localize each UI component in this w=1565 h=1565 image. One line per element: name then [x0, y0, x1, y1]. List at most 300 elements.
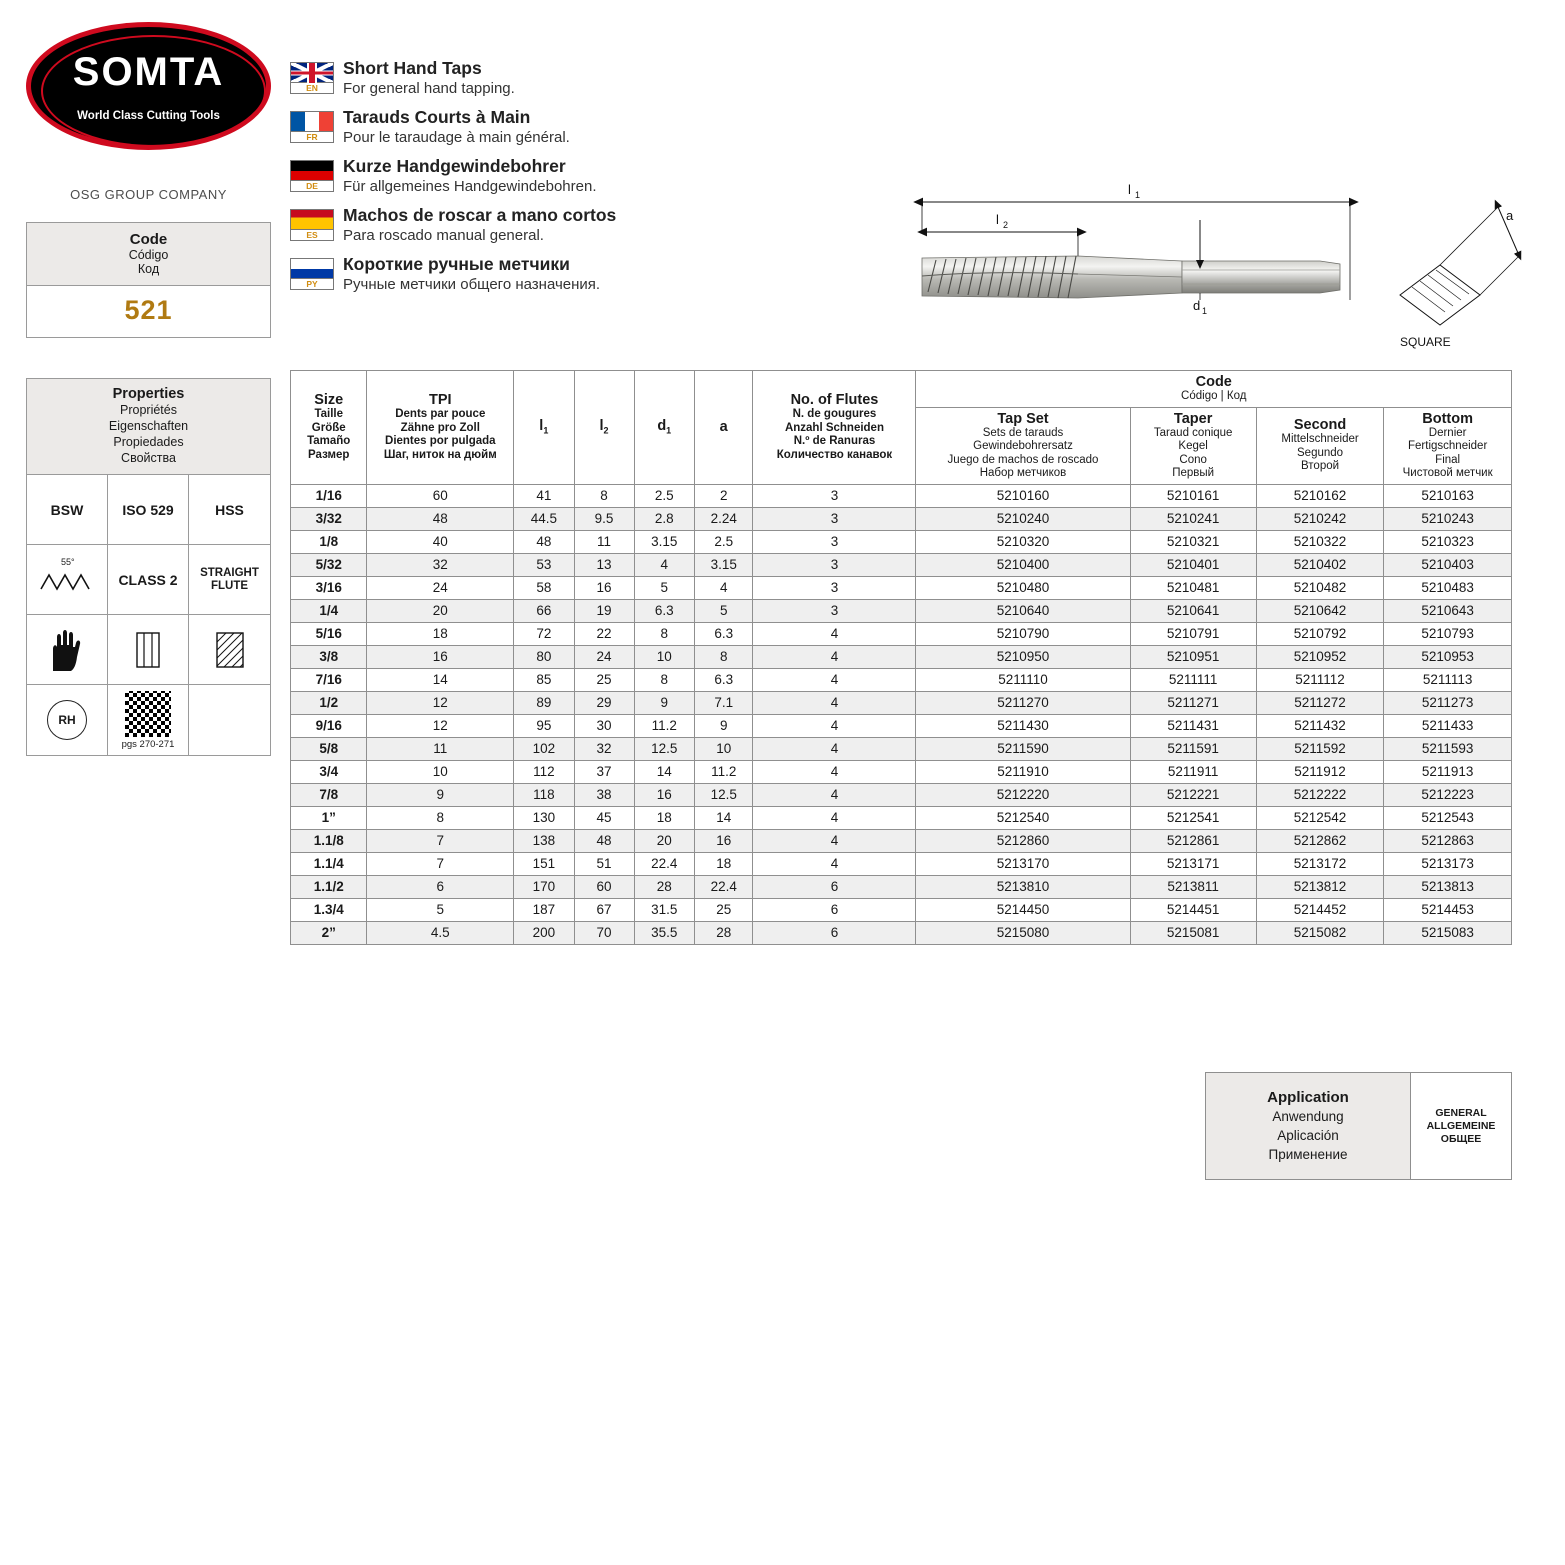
application-box: [1205, 1072, 1512, 1180]
language-row-es: [290, 205, 720, 246]
cell-tpi: 16: [367, 645, 514, 668]
property-class-label: CLASS 2: [118, 571, 178, 588]
property-hand-direction: [27, 685, 108, 755]
svg-text:l: l: [1128, 182, 1131, 197]
cell-bottom: 5215083: [1384, 921, 1512, 944]
thread-profile-icon: [39, 569, 95, 591]
col-taper-fr: Taraud conique: [1153, 426, 1233, 439]
cell-l2: 30: [574, 714, 634, 737]
col-second-ru: Второй: [1301, 460, 1340, 473]
title-ru: Короткие ручные метчики: [343, 254, 570, 274]
specification-table: [290, 370, 1512, 945]
cell-tpi: 7: [367, 852, 514, 875]
cell-bottom: 5211593: [1384, 737, 1512, 760]
properties-title-es: Propiedades: [113, 435, 184, 449]
col-flutes-de: Anzahl Schneiden: [784, 421, 884, 434]
cell-size: 1/8: [291, 530, 367, 553]
cell-a: 7.1: [694, 691, 753, 714]
flag-code-de: DE: [291, 180, 333, 191]
cell-tpi: 14: [367, 668, 514, 691]
cell-flutes: 4: [753, 668, 916, 691]
flag-germany-icon: [290, 160, 334, 192]
col-taper-en: Taper: [1173, 410, 1213, 427]
cell-flutes: 4: [753, 806, 916, 829]
properties-header: [27, 379, 270, 475]
cell-tapset: 5210240: [916, 507, 1130, 530]
cell-tpi: 32: [367, 553, 514, 576]
table-row: [291, 691, 1512, 714]
cell-l2: 22: [574, 622, 634, 645]
cell-flutes: 6: [753, 875, 916, 898]
cell-tapset: 5211430: [916, 714, 1130, 737]
cell-d1: 2.8: [634, 507, 694, 530]
col-tpi-ru: Шаг, ниток на дюйм: [383, 448, 497, 461]
flag-code-es: ES: [291, 229, 333, 240]
cell-second: 5211432: [1256, 714, 1384, 737]
cell-tapset: 5210320: [916, 530, 1130, 553]
table-row: [291, 875, 1512, 898]
cell-bottom: 5212863: [1384, 829, 1512, 852]
cell-d1: 18: [634, 806, 694, 829]
cell-tapset: 5211110: [916, 668, 1130, 691]
cell-flutes: 4: [753, 829, 916, 852]
application-title-ru: Применение: [1268, 1147, 1348, 1162]
cell-a: 5: [694, 599, 753, 622]
cell-l2: 19: [574, 599, 634, 622]
language-row-en: [290, 58, 720, 99]
col-second-es: Segundo: [1297, 446, 1344, 459]
col-size-fr: Taille: [314, 408, 343, 421]
property-material-label: HSS: [215, 501, 244, 518]
logo-tagline: World Class Cutting Tools: [77, 110, 220, 122]
cell-d1: 2.5: [634, 484, 694, 507]
cell-a: 9: [694, 714, 753, 737]
cell-flutes: 6: [753, 898, 916, 921]
table-row: [291, 829, 1512, 852]
cell-d1: 8: [634, 668, 694, 691]
cell-size: 1”: [291, 806, 367, 829]
cell-a: 16: [694, 829, 753, 852]
svg-text:d: d: [1193, 298, 1201, 313]
property-qr: [108, 685, 189, 755]
table-head: [291, 371, 1512, 485]
cell-tapset: 5215080: [916, 921, 1130, 944]
cell-second: 5213812: [1256, 875, 1384, 898]
cell-size: 1.3/4: [291, 898, 367, 921]
qr-caption: pgs 270-271: [121, 738, 175, 750]
tap-diagram-svg: [900, 160, 1540, 360]
cell-tpi: 18: [367, 622, 514, 645]
cell-d1: 22.4: [634, 852, 694, 875]
cell-flutes: 3: [753, 553, 916, 576]
application-title-es: Aplicación: [1277, 1128, 1339, 1143]
cell-l2: 51: [574, 852, 634, 875]
cell-l1: 58: [514, 576, 574, 599]
cell-d1: 8: [634, 622, 694, 645]
cell-flutes: 3: [753, 507, 916, 530]
cell-size: 1/16: [291, 484, 367, 507]
cell-size: 7/8: [291, 783, 367, 806]
cell-tapset: 5210640: [916, 599, 1130, 622]
cell-bottom: 5212543: [1384, 806, 1512, 829]
cell-taper: 5211591: [1130, 737, 1256, 760]
cell-tapset: 5210480: [916, 576, 1130, 599]
col-l2: $l_2$: [574, 371, 634, 485]
cell-l1: 187: [514, 898, 574, 921]
cell-taper: 5215081: [1130, 921, 1256, 944]
cell-tapset: 5212540: [916, 806, 1130, 829]
table-row: [291, 760, 1512, 783]
table-row: [291, 898, 1512, 921]
cell-d1: 3.15: [634, 530, 694, 553]
col-code-group-en: Code: [1195, 374, 1232, 390]
cell-d1: 6.3: [634, 599, 694, 622]
cell-l2: 48: [574, 829, 634, 852]
cell-a: 10: [694, 737, 753, 760]
language-row-fr: [290, 107, 720, 148]
col-tapset: [916, 407, 1130, 484]
cell-tapset: 5210950: [916, 645, 1130, 668]
col-flutes-es: N.º de Ranuras: [793, 435, 876, 448]
title-fr: Tarauds Courts à Main: [343, 107, 531, 127]
col-tpi: [367, 371, 514, 485]
desc-ru: Ручные метчики общего назначения.: [343, 276, 601, 293]
properties-title-de: Eigenschaften: [108, 419, 189, 433]
cell-taper: 5210641: [1130, 599, 1256, 622]
table-row: [291, 921, 1512, 944]
flag-france-icon: [290, 111, 334, 143]
flag-spain-icon: [290, 209, 334, 241]
cell-second: 5215082: [1256, 921, 1384, 944]
property-flute: [189, 545, 270, 615]
cell-tpi: 48: [367, 507, 514, 530]
application-value-de: ALLGEMEINE: [1426, 1119, 1496, 1132]
col-flutes-en: No. of Flutes: [790, 392, 879, 409]
property-iso-label: ISO 529: [122, 501, 174, 518]
cell-second: 5210642: [1256, 599, 1384, 622]
col-second-de: Mittelschneider: [1281, 433, 1359, 446]
cell-a: 14: [694, 806, 753, 829]
col-tapset-en: Tap Set: [997, 410, 1049, 427]
cell-tapset: 5211270: [916, 691, 1130, 714]
cell-size: 7/16: [291, 668, 367, 691]
cell-size: 3/16: [291, 576, 367, 599]
table-row: [291, 530, 1512, 553]
svg-text:a: a: [1506, 208, 1514, 223]
cell-tpi: 5: [367, 898, 514, 921]
properties-title-fr: Propriétés: [120, 403, 177, 417]
cell-flutes: 4: [753, 760, 916, 783]
cell-l1: 66: [514, 599, 574, 622]
cell-bottom: 5211913: [1384, 760, 1512, 783]
col-bottom-en: Bottom: [1422, 410, 1474, 427]
col-tapset-ru: Набор метчиков: [979, 467, 1067, 479]
cell-tpi: 7: [367, 829, 514, 852]
cell-size: 5/32: [291, 553, 367, 576]
table-row: [291, 783, 1512, 806]
table-body: [291, 484, 1512, 944]
cell-size: 3/4: [291, 760, 367, 783]
cell-l1: 151: [514, 852, 574, 875]
language-row-de: [290, 156, 720, 197]
cell-l2: 37: [574, 760, 634, 783]
cell-taper: 5210321: [1130, 530, 1256, 553]
cell-a: 2.5: [694, 530, 753, 553]
property-material: [189, 475, 270, 545]
col-taper-de: Kegel: [1178, 440, 1208, 452]
col-size-en: Size: [314, 392, 344, 409]
cell-l1: 112: [514, 760, 574, 783]
cell-l1: 48: [514, 530, 574, 553]
cell-taper: 5210241: [1130, 507, 1256, 530]
cell-a: 6.3: [694, 668, 753, 691]
desc-en: For general hand tapping.: [343, 80, 515, 97]
cell-d1: 31.5: [634, 898, 694, 921]
col-bottom-ru: Чистовой метчик: [1402, 467, 1493, 479]
flag-code-ru: PY: [291, 278, 333, 289]
svg-text:1: 1: [1202, 306, 1208, 316]
col-tpi-es: Dientes por pulgada: [385, 435, 496, 448]
cell-second: 5210242: [1256, 507, 1384, 530]
col-flutes-ru: Количество канавок: [776, 448, 893, 461]
col-second: [1256, 407, 1384, 484]
cell-l2: 60: [574, 875, 634, 898]
cell-tapset: 5212220: [916, 783, 1130, 806]
cell-l1: 118: [514, 783, 574, 806]
cell-size: 3/32: [291, 507, 367, 530]
glove-icon: [43, 627, 91, 673]
cell-tapset: 5213810: [916, 875, 1130, 898]
table-row: [291, 645, 1512, 668]
properties-title-ru: Свойства: [121, 451, 176, 465]
cell-tapset: 5211910: [916, 760, 1130, 783]
table-row: [291, 852, 1512, 875]
col-size-es: Tamaño: [307, 435, 351, 448]
flag-code-en: EN: [291, 82, 333, 93]
cell-taper: 5210401: [1130, 553, 1256, 576]
col-bottom: [1384, 407, 1512, 484]
title-en: Short Hand Taps: [343, 58, 482, 78]
table-row: [291, 507, 1512, 530]
cell-tpi: 4.5: [367, 921, 514, 944]
table-row: [291, 576, 1512, 599]
cell-d1: 4: [634, 553, 694, 576]
cell-flutes: 3: [753, 576, 916, 599]
cell-flutes: 4: [753, 691, 916, 714]
cell-bottom: 5211113: [1384, 668, 1512, 691]
col-d1: $d_1$: [634, 371, 694, 485]
application-title-de: Anwendung: [1272, 1109, 1344, 1124]
col-tpi-fr: Dents par pouce: [395, 408, 486, 421]
cell-l1: 102: [514, 737, 574, 760]
property-standard: [27, 475, 108, 545]
cell-second: 5212542: [1256, 806, 1384, 829]
cell-tpi: 12: [367, 691, 514, 714]
properties-box: [26, 378, 271, 756]
cell-l2: 45: [574, 806, 634, 829]
cell-bottom: 5210793: [1384, 622, 1512, 645]
cell-l1: 138: [514, 829, 574, 852]
col-size-de: Größe: [311, 421, 346, 434]
table-row: [291, 599, 1512, 622]
col-taper: [1130, 407, 1256, 484]
cell-flutes: 3: [753, 484, 916, 507]
cell-bottom: 5210323: [1384, 530, 1512, 553]
col-l1: $l_1$: [514, 371, 574, 485]
cell-d1: 16: [634, 783, 694, 806]
cell-tapset: 5211590: [916, 737, 1130, 760]
table-header-row-1: [291, 371, 1512, 408]
cell-l2: 8: [574, 484, 634, 507]
table-row: [291, 553, 1512, 576]
cell-a: 11.2: [694, 760, 753, 783]
cell-second: 5212222: [1256, 783, 1384, 806]
cell-tpi: 6: [367, 875, 514, 898]
col-flutes-fr: N. de gougures: [792, 408, 877, 421]
cell-l1: 80: [514, 645, 574, 668]
cell-l2: 70: [574, 921, 634, 944]
cell-taper: 5213811: [1130, 875, 1256, 898]
cell-second: 5211112: [1256, 668, 1384, 691]
cell-tpi: 40: [367, 530, 514, 553]
cell-d1: 9: [634, 691, 694, 714]
properties-title-en: Properties: [112, 386, 185, 402]
property-class: [108, 545, 189, 615]
qr-code-icon[interactable]: [125, 691, 171, 737]
property-iso: [108, 475, 189, 545]
table-row: [291, 668, 1512, 691]
code-box-header: [27, 223, 270, 286]
cell-d1: 12.5: [634, 737, 694, 760]
cell-bottom: 5212223: [1384, 783, 1512, 806]
col-tpi-en: TPI: [429, 392, 452, 409]
desc-fr: Pour le taraudage à main général.: [343, 129, 570, 146]
cell-taper: 5212221: [1130, 783, 1256, 806]
cell-flutes: 6: [753, 921, 916, 944]
flag-code-fr: FR: [291, 131, 333, 142]
cell-a: 3.15: [694, 553, 753, 576]
cell-tpi: 20: [367, 599, 514, 622]
cell-second: 5210792: [1256, 622, 1384, 645]
cell-d1: 20: [634, 829, 694, 852]
cell-taper: 5211111: [1130, 668, 1256, 691]
col-tpi-de: Zähne pro Zoll: [400, 421, 480, 434]
cell-tpi: 11: [367, 737, 514, 760]
right-hand-icon: [47, 700, 87, 740]
cell-bottom: 5210403: [1384, 553, 1512, 576]
flag-russia-icon: [290, 258, 334, 290]
cell-d1: 11.2: [634, 714, 694, 737]
col-size-ru: Размер: [308, 448, 350, 461]
cell-a: 18: [694, 852, 753, 875]
cell-d1: 14: [634, 760, 694, 783]
logo-brand-text: SOMTA: [72, 50, 225, 94]
cell-bottom: 5210243: [1384, 507, 1512, 530]
cell-second: 5210322: [1256, 530, 1384, 553]
property-flute-label: STRAIGHT FLUTE: [200, 566, 259, 592]
cell-second: 5210162: [1256, 484, 1384, 507]
col-code-group-es: Código | Код: [1181, 390, 1247, 402]
cell-l2: 32: [574, 737, 634, 760]
cell-taper: 5211271: [1130, 691, 1256, 714]
cell-l2: 67: [574, 898, 634, 921]
cell-flutes: 4: [753, 714, 916, 737]
cell-d1: 28: [634, 875, 694, 898]
cell-size: 3/8: [291, 645, 367, 668]
cell-second: 5210952: [1256, 645, 1384, 668]
cell-flutes: 4: [753, 783, 916, 806]
col-bottom-de: Fertigschneider: [1408, 440, 1488, 452]
cell-bottom: 5213173: [1384, 852, 1512, 875]
col-second-en: Second: [1293, 417, 1347, 434]
cell-taper: 5212861: [1130, 829, 1256, 852]
col-bottom-fr: Dernier: [1428, 426, 1467, 439]
cell-taper: 5210481: [1130, 576, 1256, 599]
cell-l2: 38: [574, 783, 634, 806]
cell-a: 2.24: [694, 507, 753, 530]
table-row: [291, 806, 1512, 829]
application-value: [1411, 1073, 1511, 1179]
cell-tpi: 60: [367, 484, 514, 507]
cell-a: 28: [694, 921, 753, 944]
cell-a: 8: [694, 645, 753, 668]
title-de: Kurze Handgewindebohrer: [343, 156, 566, 176]
cell-flutes: 4: [753, 622, 916, 645]
desc-de: Für allgemeines Handgewindebohren.: [343, 178, 597, 195]
code-label-ru: Код: [137, 262, 160, 276]
cell-tpi: 10: [367, 760, 514, 783]
cell-l1: 130: [514, 806, 574, 829]
cell-size: 1.1/8: [291, 829, 367, 852]
blind-hole-icon: [213, 630, 247, 670]
col-size: [291, 371, 367, 485]
cell-a: 2: [694, 484, 753, 507]
language-descriptions: [290, 58, 720, 303]
cell-tapset: 5212860: [916, 829, 1130, 852]
cell-a: 25: [694, 898, 753, 921]
cell-l1: 170: [514, 875, 574, 898]
svg-text:l: l: [996, 212, 999, 227]
cell-flutes: 3: [753, 530, 916, 553]
cell-size: 5/16: [291, 622, 367, 645]
application-value-ru: ОБЩЕЕ: [1440, 1132, 1482, 1145]
table-row: [291, 714, 1512, 737]
property-standard-label: BSW: [50, 501, 84, 518]
cell-tpi: 12: [367, 714, 514, 737]
cell-second: 5211592: [1256, 737, 1384, 760]
property-hole-blind: [189, 615, 270, 685]
cell-size: 1/2: [291, 691, 367, 714]
cell-bottom: 5211433: [1384, 714, 1512, 737]
cell-second: 5211912: [1256, 760, 1384, 783]
title-es: Machos de roscar a mano cortos: [343, 205, 617, 225]
cell-taper: 5210791: [1130, 622, 1256, 645]
col-tapset-es: Juego de machos de roscado: [947, 453, 1099, 466]
cell-a: 6.3: [694, 622, 753, 645]
property-hole-through: [108, 615, 189, 685]
cell-size: 1.1/2: [291, 875, 367, 898]
cell-l1: 53: [514, 553, 574, 576]
application-title-en: Application: [1267, 1089, 1349, 1106]
cell-l2: 11: [574, 530, 634, 553]
cell-l1: 89: [514, 691, 574, 714]
cell-flutes: 4: [753, 737, 916, 760]
cell-l2: 13: [574, 553, 634, 576]
cell-l2: 16: [574, 576, 634, 599]
property-thread-angle: [27, 545, 108, 615]
cell-l1: 44.5: [514, 507, 574, 530]
col-taper-ru: Первый: [1172, 467, 1215, 479]
